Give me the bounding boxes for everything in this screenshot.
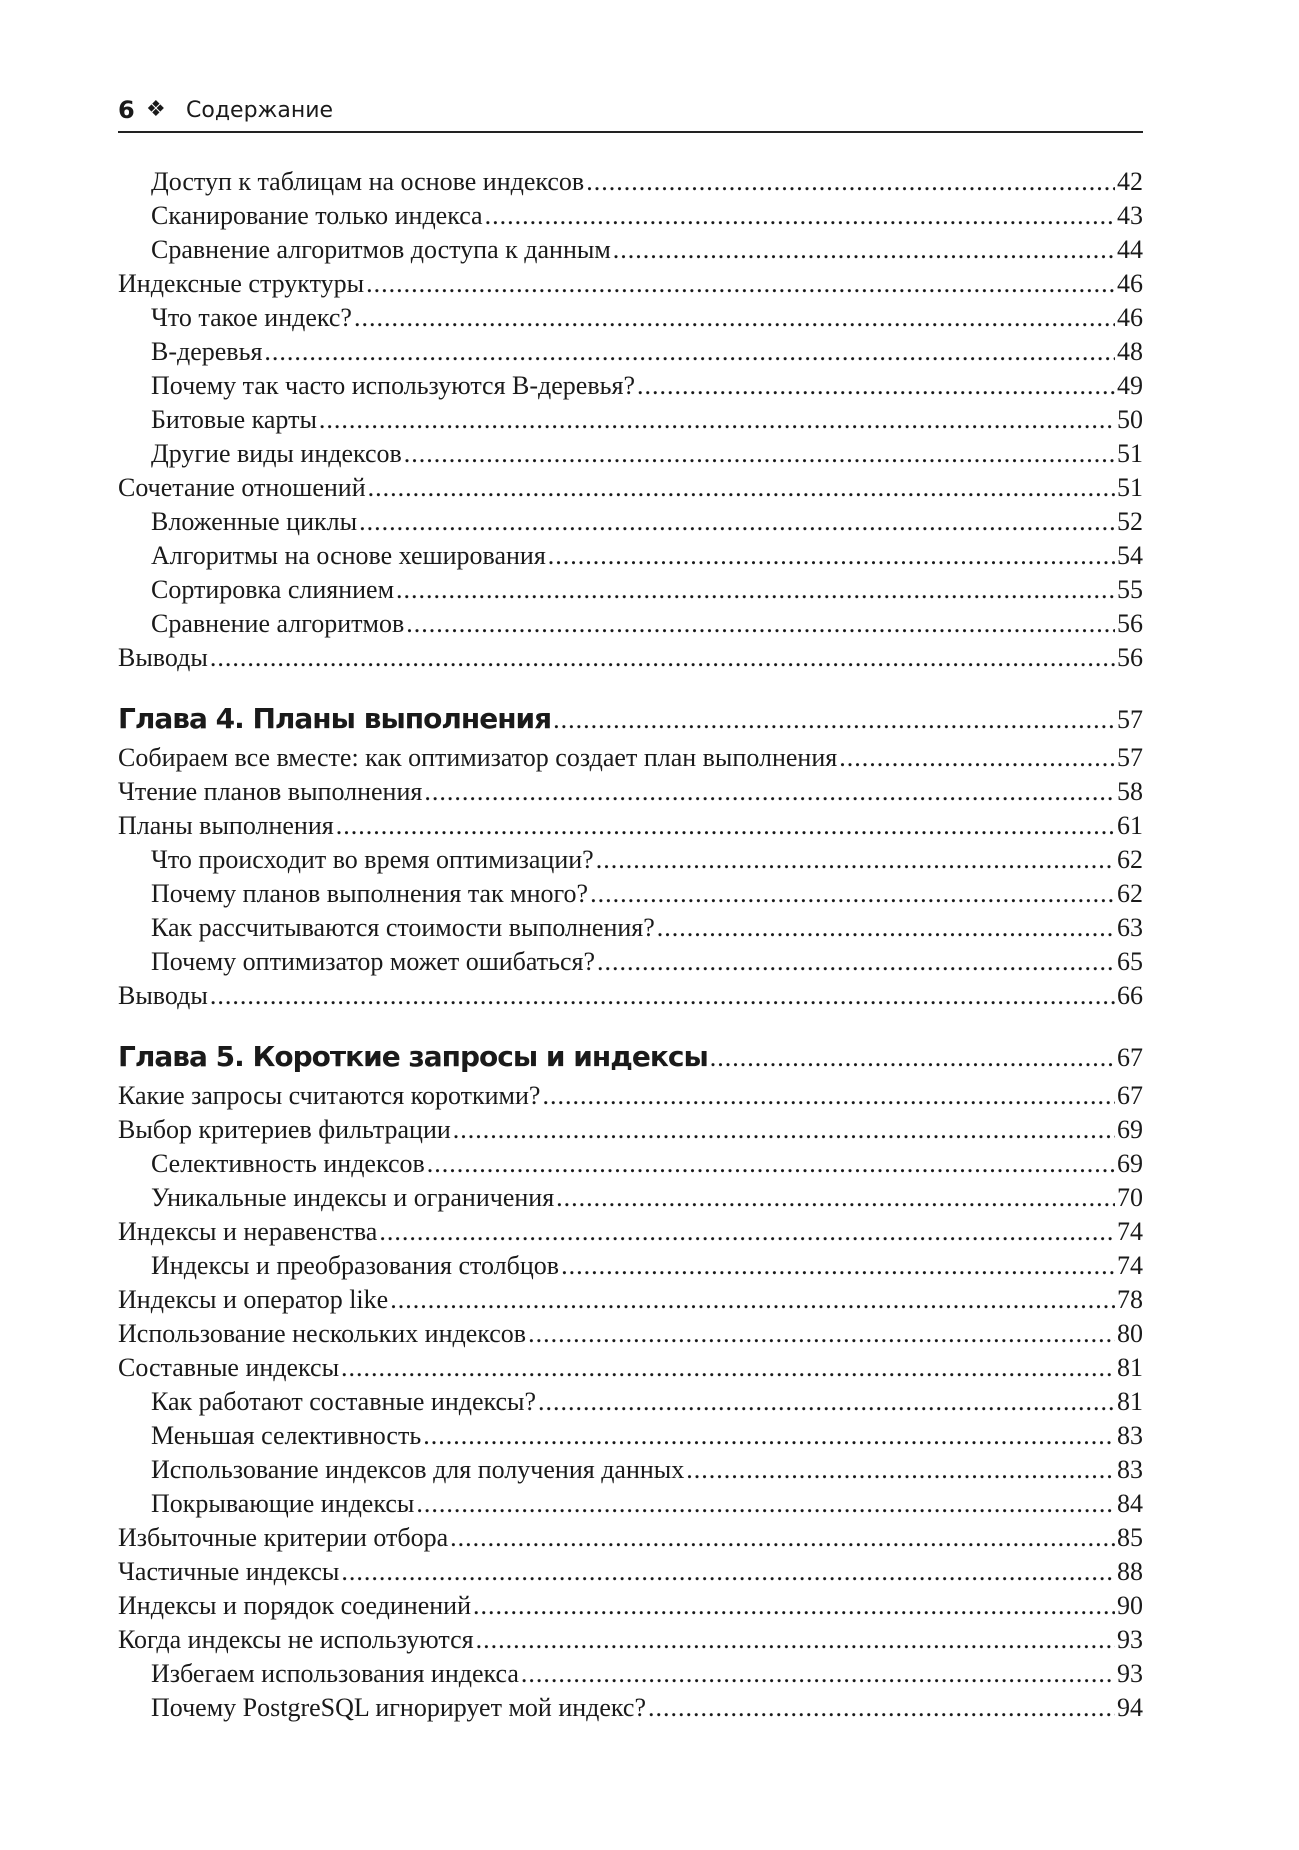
- toc-entry-title: Почему планов выполнения так много?: [151, 879, 589, 908]
- toc-entry: [118, 1555, 1143, 1589]
- toc-entry: [118, 1215, 1143, 1249]
- toc-entry-page: 56: [1117, 609, 1143, 638]
- toc-entry-title: Сканирование только индекса: [151, 201, 483, 230]
- toc-entry: [118, 775, 1143, 809]
- toc-entry: [118, 1181, 1143, 1215]
- toc-entry-page: 80: [1117, 1319, 1143, 1348]
- dot-leader: [341, 1555, 1115, 1589]
- toc-entry-title: Сравнение алгоритмов доступа к данным: [151, 235, 611, 264]
- toc-entry-title: Избыточные критерии отбора: [118, 1523, 449, 1552]
- toc-entry: [118, 471, 1143, 505]
- toc-entry-title: Выбор критериев фильтрации: [118, 1115, 451, 1144]
- toc-entry-page: 74: [1117, 1251, 1143, 1280]
- toc-entry-page: 62: [1117, 879, 1143, 908]
- toc-entry: [118, 1657, 1143, 1691]
- dot-leader: [553, 698, 1115, 742]
- toc-entry: [118, 843, 1143, 877]
- toc-entry-title: Битовые карты: [151, 405, 317, 434]
- dot-leader: [473, 1589, 1115, 1623]
- toc-entry: [118, 1487, 1143, 1521]
- toc-entry-title: Частичные индексы: [118, 1557, 340, 1586]
- toc-entry-title: Какие запросы считаются короткими?: [118, 1081, 541, 1110]
- toc-entry-page: 94: [1117, 1693, 1143, 1722]
- toc-entry-title: Вложенные циклы: [151, 507, 358, 536]
- page-number: 6: [118, 96, 135, 124]
- dot-leader: [264, 335, 1115, 369]
- toc-entry-title: Уникальные индексы и ограничения: [151, 1183, 555, 1212]
- dot-leader: [657, 911, 1115, 945]
- dot-leader: [839, 741, 1115, 775]
- dot-leader: [528, 1317, 1115, 1351]
- toc-entry: [118, 267, 1143, 301]
- toc-entry: [118, 437, 1143, 471]
- toc-entry-page: 63: [1117, 913, 1143, 942]
- toc-entry-page: 67: [1117, 1043, 1143, 1072]
- toc-entry: [118, 741, 1143, 775]
- toc-entry: [118, 641, 1143, 675]
- toc-entry-page: 46: [1117, 303, 1143, 332]
- dot-leader: [648, 1691, 1115, 1725]
- dot-leader: [406, 607, 1115, 641]
- toc-entry: [118, 1351, 1143, 1385]
- toc-entry-title: Другие виды индексов: [151, 439, 402, 468]
- toc-entry-title: Покрывающие индексы: [151, 1489, 415, 1518]
- toc-entry: [118, 911, 1143, 945]
- toc-entry-title: Как работают составные индексы?: [151, 1387, 537, 1416]
- toc-chapter-entry: [118, 697, 1143, 741]
- toc-entry-title: Почему PostgreSQL игнорирует мой индекс?: [151, 1693, 646, 1722]
- dot-leader: [427, 1147, 1115, 1181]
- toc-entry: [118, 1249, 1143, 1283]
- toc-entry-page: 90: [1117, 1591, 1143, 1620]
- dot-leader: [396, 573, 1115, 607]
- dot-leader: [596, 843, 1115, 877]
- toc-entry-page: 93: [1117, 1659, 1143, 1688]
- dot-leader: [404, 437, 1115, 471]
- toc-entry: [118, 505, 1143, 539]
- toc-entry-title: Как рассчитываются стоимости выполнения?: [151, 913, 655, 942]
- toc-entry-page: 84: [1117, 1489, 1143, 1518]
- toc-entry-title: Индексы и оператор like: [118, 1285, 389, 1314]
- toc-entry-page: 61: [1117, 811, 1143, 840]
- toc-entry-page: 55: [1117, 575, 1143, 604]
- toc-entry: [118, 573, 1143, 607]
- toc-entry-page: 58: [1117, 777, 1143, 806]
- toc-entry-page: 62: [1117, 845, 1143, 874]
- toc-entry: [118, 539, 1143, 573]
- toc-entry: [118, 1079, 1143, 1113]
- toc-entry: [118, 1521, 1143, 1555]
- toc-entry-page: 88: [1117, 1557, 1143, 1586]
- toc-entry: [118, 165, 1143, 199]
- dot-leader: [538, 1385, 1115, 1419]
- toc-entry-title: Селективность индексов: [151, 1149, 425, 1178]
- toc-entry-page: 43: [1117, 201, 1143, 230]
- dot-leader: [379, 1215, 1115, 1249]
- dot-leader: [390, 1283, 1115, 1317]
- toc-entry: [118, 1385, 1143, 1419]
- toc-entry-title: Составные индексы: [118, 1353, 340, 1382]
- toc-entry-title: Сравнение алгоритмов: [151, 609, 405, 638]
- table-of-contents: [118, 165, 1143, 1725]
- dot-leader: [590, 877, 1115, 911]
- dot-leader: [341, 1351, 1115, 1385]
- dot-leader: [354, 301, 1115, 335]
- dot-leader: [423, 1419, 1115, 1453]
- toc-entry-page: 51: [1117, 473, 1143, 502]
- dot-leader: [561, 1249, 1115, 1283]
- toc-entry: [118, 945, 1143, 979]
- toc-entry-title: B-деревья: [151, 337, 263, 366]
- dot-leader: [210, 641, 1115, 675]
- toc-entry-page: 78: [1117, 1285, 1143, 1314]
- dot-leader: [450, 1521, 1115, 1555]
- dot-leader: [359, 505, 1115, 539]
- toc-entry-page: 54: [1117, 541, 1143, 570]
- toc-entry-title: Использование нескольких индексов: [118, 1319, 527, 1348]
- ornament-icon: ❖: [146, 97, 166, 122]
- dot-leader: [416, 1487, 1115, 1521]
- toc-entry-title: Собираем все вместе: как оптимизатор создает план выполнения: [118, 743, 838, 772]
- toc-entry-page: 93: [1117, 1625, 1143, 1654]
- toc-entry: [118, 301, 1143, 335]
- toc-entry: [118, 335, 1143, 369]
- dot-leader: [597, 945, 1115, 979]
- dot-leader: [336, 809, 1115, 843]
- toc-entry-title: Меньшая селективность: [151, 1421, 422, 1450]
- toc-entry: [118, 1147, 1143, 1181]
- dot-leader: [210, 979, 1115, 1013]
- toc-entry-title: Сортировка слиянием: [151, 575, 395, 604]
- running-title: Содержание: [186, 98, 334, 123]
- toc-entry-page: 49: [1117, 371, 1143, 400]
- toc-entry-page: 70: [1117, 1183, 1143, 1212]
- dot-leader: [485, 199, 1115, 233]
- dot-leader: [521, 1657, 1115, 1691]
- toc-entry-title: Индексы и порядок соединений: [118, 1591, 471, 1620]
- toc-entry-title: Индексы и преобразования столбцов: [151, 1251, 560, 1280]
- toc-entry-title: Что происходит во время оптимизации?: [151, 845, 594, 874]
- toc-entry-title: Глава 5. Короткие запросы и индексы: [118, 1040, 708, 1073]
- toc-entry: [118, 809, 1143, 843]
- toc-entry: [118, 1419, 1143, 1453]
- toc-entry: [118, 877, 1143, 911]
- toc-entry-title: Чтение планов выполнения: [118, 777, 423, 806]
- toc-entry-title: Почему так часто используются B-деревья?: [151, 371, 635, 400]
- toc-entry-page: 69: [1117, 1149, 1143, 1178]
- toc-entry-page: 51: [1117, 439, 1143, 468]
- toc-entry-title: Почему оптимизатор может ошибаться?: [151, 947, 596, 976]
- toc-entry: [118, 199, 1143, 233]
- toc-entry-title: Использование индексов для получения данных: [151, 1455, 685, 1484]
- toc-entry: [118, 1691, 1143, 1725]
- toc-entry: [118, 607, 1143, 641]
- dot-leader: [586, 165, 1115, 199]
- toc-entry: [118, 1589, 1143, 1623]
- toc-entry-title: Когда индексы не используются: [118, 1625, 474, 1654]
- toc-entry-page: 52: [1117, 507, 1143, 536]
- dot-leader: [476, 1623, 1115, 1657]
- toc-entry-page: 56: [1117, 643, 1143, 672]
- dot-leader: [453, 1113, 1115, 1147]
- toc-entry-page: 69: [1117, 1115, 1143, 1144]
- toc-entry: [118, 1113, 1143, 1147]
- toc-entry-page: 44: [1117, 235, 1143, 264]
- toc-entry-title: Планы выполнения: [118, 811, 334, 840]
- toc-entry-title: Что такое индекс?: [151, 303, 352, 332]
- toc-entry-page: 83: [1117, 1421, 1143, 1450]
- toc-entry: [118, 233, 1143, 267]
- dot-leader: [710, 1036, 1115, 1080]
- toc-entry-page: 57: [1117, 705, 1143, 734]
- toc-entry-page: 85: [1117, 1523, 1143, 1552]
- toc-entry-page: 48: [1117, 337, 1143, 366]
- toc-entry-page: 83: [1117, 1455, 1143, 1484]
- dot-leader: [319, 403, 1115, 437]
- toc-entry-title: Глава 4. Планы выполнения: [118, 702, 552, 735]
- toc-entry-page: 65: [1117, 947, 1143, 976]
- toc-entry-page: 81: [1117, 1387, 1143, 1416]
- toc-entry-title: Сочетание отношений: [118, 473, 366, 502]
- toc-entry-title: Индексные структуры: [118, 269, 365, 298]
- toc-entry-page: 42: [1117, 167, 1143, 196]
- dot-leader: [548, 539, 1115, 573]
- dot-leader: [366, 267, 1115, 301]
- toc-entry-page: 81: [1117, 1353, 1143, 1382]
- toc-entry-title: Индексы и неравенства: [118, 1217, 378, 1246]
- toc-entry: [118, 1453, 1143, 1487]
- running-header: [118, 95, 1143, 133]
- toc-entry-page: 66: [1117, 981, 1143, 1010]
- dot-leader: [556, 1181, 1115, 1215]
- toc-entry-title: Выводы: [118, 643, 208, 672]
- toc-entry-page: 50: [1117, 405, 1143, 434]
- toc-entry: [118, 1623, 1143, 1657]
- toc-entry-title: Выводы: [118, 981, 208, 1010]
- toc-entry-title: Доступ к таблицам на основе индексов: [151, 167, 585, 196]
- toc-entry-page: 57: [1117, 743, 1143, 772]
- toc-entry-title: Алгоритмы на основе хеширования: [151, 541, 546, 570]
- toc-entry: [118, 979, 1143, 1013]
- dot-leader: [613, 233, 1115, 267]
- toc-entry: [118, 369, 1143, 403]
- toc-entry-title: Избегаем использования индекса: [151, 1659, 519, 1688]
- dot-leader: [686, 1453, 1115, 1487]
- toc-entry-page: 74: [1117, 1217, 1143, 1246]
- dot-leader: [368, 471, 1115, 505]
- dot-leader: [542, 1079, 1115, 1113]
- toc-entry: [118, 1283, 1143, 1317]
- toc-entry: [118, 1317, 1143, 1351]
- toc-chapter-entry: [118, 1035, 1143, 1079]
- toc-entry-page: 67: [1117, 1081, 1143, 1110]
- toc-entry: [118, 403, 1143, 437]
- dot-leader: [637, 369, 1115, 403]
- toc-entry-page: 46: [1117, 269, 1143, 298]
- dot-leader: [424, 775, 1115, 809]
